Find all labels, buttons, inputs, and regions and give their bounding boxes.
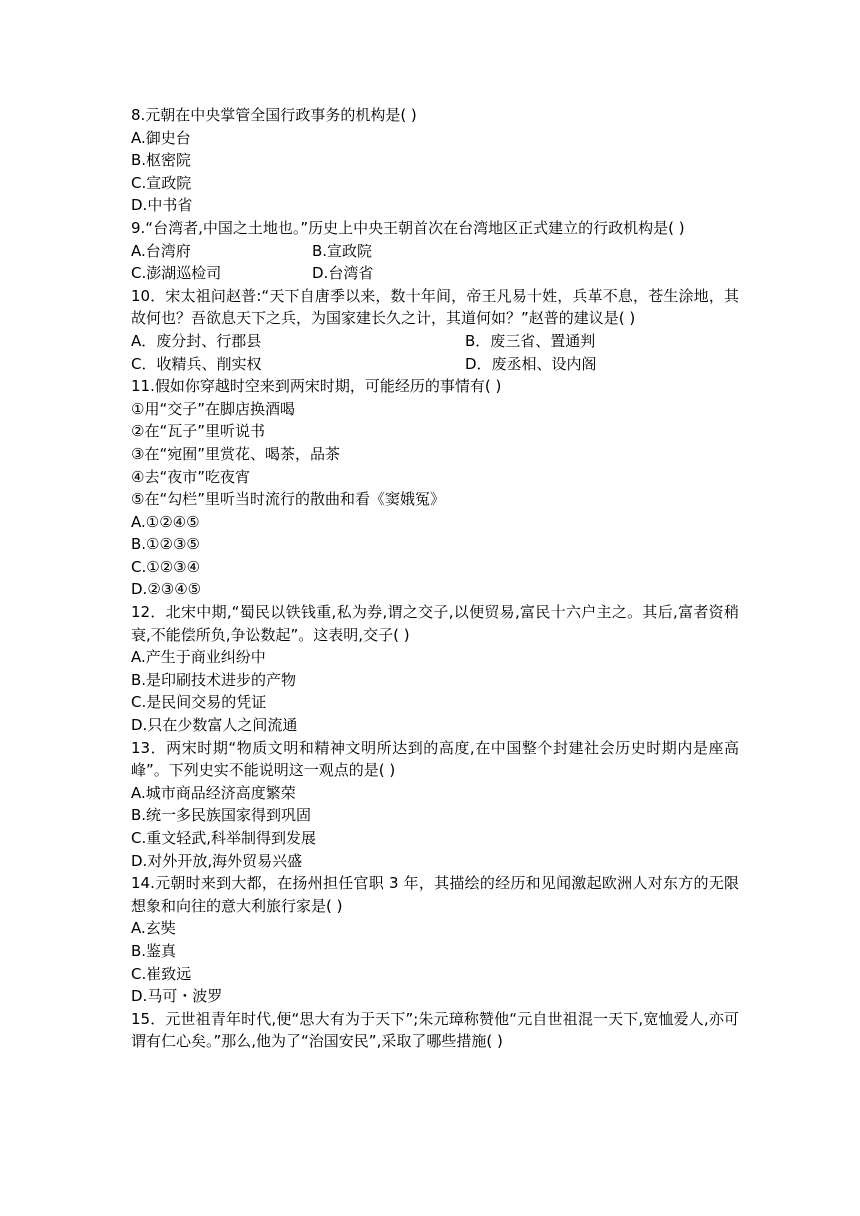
question-12-stem: 12．北宋中期,“蜀民以铁钱重,私为券,谓之交子,以便贸易,富民十六户主之。其后,富者资稍衰,不能偿所负,争讼数起”。这表明,交子( ) (131, 603, 739, 644)
q9-option-b: B.宣政院 (312, 241, 373, 260)
q9-options-row-2 (131, 262, 739, 285)
question-9-stem: 9.“台湾者,中国之土地也。”历史上中央王朝首次在台湾地区正式建立的行政机构是( ) (131, 218, 685, 237)
q11-option-b: B.①②③⑤ (131, 535, 200, 554)
question-11-stem: 11.假如你穿越时空来到两宋时期，可能经历的事情有( ) (131, 377, 502, 396)
q11-option-a: A.①②④⑤ (131, 512, 200, 531)
q13-option-b: B.统一多民族国家得到巩固 (131, 806, 312, 825)
q14-option-b: B.鉴真 (131, 941, 177, 960)
q8-option-d: D.中书省 (131, 196, 193, 215)
q11-option-d: D.②③④⑤ (131, 580, 202, 599)
q11-item-4: ④去“夜市”吃夜宵 (131, 467, 250, 486)
q11-item-3: ③在“宛囿”里赏花、喝茶，品茶 (131, 444, 340, 463)
question-15-stem: 15．元世祖青年时代,便“思大有为于天下”;朱元璋称赞他“元自世祖混一天下,宽恤爱人,亦可谓有仁心矣。”那么,他为了“治国安民”,采取了哪些措施( ) (131, 1009, 739, 1051)
q9-option-d: D.台湾省 (312, 264, 374, 283)
q11-item-5: ⑤在“勾栏”里听当时流行的散曲和看《窦娥冤》 (131, 490, 445, 509)
q11-option-c: C.①②③④ (131, 557, 201, 576)
q11-item-2: ②在“瓦子”里听说书 (131, 422, 265, 441)
q12-option-b: B.是印刷技术进步的产物 (131, 670, 297, 689)
q13-option-d: D.对外开放,海外贸易兴盛 (131, 851, 303, 870)
q12-option-a: A.产生于商业纠纷中 (131, 648, 266, 667)
q8-option-c: C.宣政院 (131, 173, 192, 192)
q14-option-a: A.玄奘 (131, 919, 176, 938)
question-list (131, 104, 739, 1053)
question-10-stem: 10．宋太祖问赵普:“天下自唐季以来，数十年间，帝王凡易十姓，兵革不息，苍生涂地，其故何也？吾欲息天下之兵，为国家建长久之计，其道何如？”赵普的建议是( ) (131, 286, 739, 328)
q12-option-d: D.只在少数富人之间流通 (131, 716, 298, 735)
question-8-stem: 8.元朝在中央掌管全国行政事务的机构是( ) (131, 106, 417, 124)
q13-option-a: A.城市商品经济高度繁荣 (131, 783, 296, 802)
q8-option-a: A.御史台 (131, 128, 191, 147)
question-14-stem: 14.元朝时来到大都，在扬州担任官职 3 年，其描绘的经历和见闻激起欧洲人对东方的无限想象和向往的意大利旅行家是( ) (131, 874, 739, 915)
question-13-stem: 13．两宋时期“物质文明和精神文明所达到的高度,在中国整个封建社会历史时期内是座高峰”。下列史实不能说明这一观点的是( ) (131, 738, 739, 780)
q10-option-d: D．废丞相、设内阁 (465, 354, 597, 373)
q14-option-c: C.崔致远 (131, 964, 192, 983)
q11-item-1: ①用“交子”在脚店换酒喝 (131, 399, 295, 418)
q9-option-c: C.澎湖巡检司 (131, 264, 222, 283)
q8-option-b: B.枢密院 (131, 151, 192, 170)
q14-option-d: D.马可・波罗 (131, 987, 223, 1006)
q10-options-row-1 (131, 330, 739, 353)
q9-option-a: A.台湾府 (131, 241, 191, 260)
q13-option-c: C.重文轻武,科举制得到发展 (131, 829, 317, 847)
q10-options-row-2 (131, 353, 739, 376)
q10-option-b: B．废三省、置通判 (465, 331, 596, 350)
q10-option-c: C．收精兵、削实权 (131, 354, 262, 373)
q9-options-row-1 (131, 240, 739, 263)
q10-option-a: A．废分封、行郡县 (131, 331, 262, 350)
q12-option-c: C.是民间交易的凭证 (131, 693, 267, 712)
